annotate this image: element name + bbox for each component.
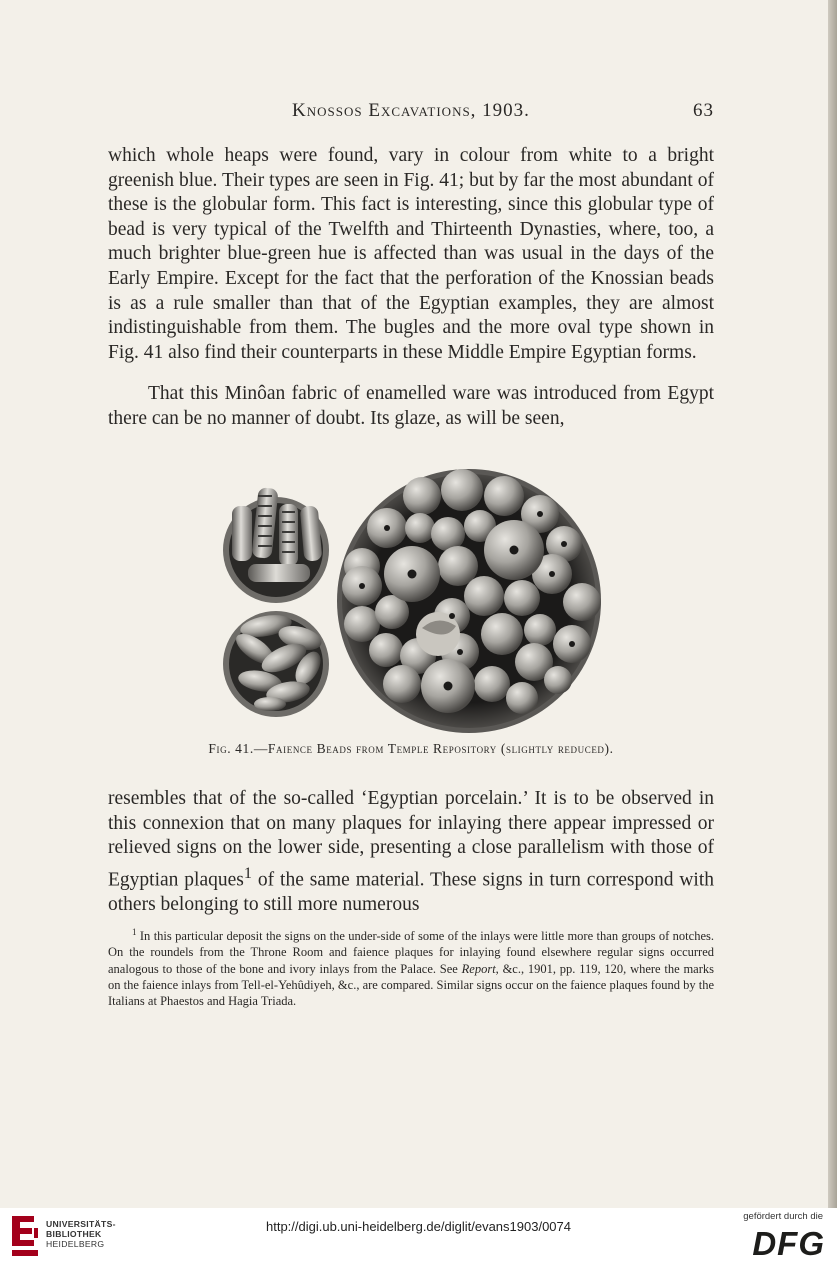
running-head-title: Knossos Excavations, 1903. [292, 100, 530, 121]
dish-bugle-beads [223, 487, 329, 603]
body-paragraph-3-end: of the same material. These signs in turn correspond with others belonging to still more numerous [108, 869, 715, 915]
page-edge-shadow [828, 0, 837, 1208]
footnote-reference[interactable]: 1 [243, 863, 252, 882]
figure-caption: Fig. 41.—Faience Beads from Temple Repository (slightly reduced). [208, 741, 614, 756]
library-name-line2: BIBLIOTHEK [46, 1229, 102, 1239]
footnote-text-b: , &c., 1901, pp. 119, 120, where the marks on the faience inlays from Tell-el-Yehûdiyeh, &c., are compared. Similar signs occur on the faience plaques found by the Italians at Phaestos and Hagia Triada. [108, 961, 714, 1008]
dfg-logo[interactable]: DFG [752, 1225, 825, 1262]
dish-oval-beads [223, 611, 329, 717]
footnote-italic: Report [461, 961, 496, 976]
body-paragraph-3-text: resembles that of the so-called ‘Egyptian porcelain.’ It is to be observed in this connexion that on many plaques for inlaying there appear impressed or relieved signs on the lower side, presenting a close parallelism with those of Egyptian plaques [108, 788, 714, 891]
running-head [108, 100, 714, 128]
library-name-line3: HEIDELBERG [46, 1239, 105, 1249]
footnote-text-a: In this particular deposit the signs on the under-side of some of the inlays were little more than groups of notches. On the roundels from the Throne Room and faience plaques for inlaying found elsewhere regular signs occurred analogous to those of the bone and ivory inlays from the Palace. See [108, 929, 714, 976]
body-paragraph-3 [108, 787, 714, 917]
library-name-line1: UNIVERSITÄTS- [46, 1219, 116, 1229]
footer-bar [0, 1208, 837, 1267]
funded-by-label: gefördert durch die [743, 1211, 823, 1222]
page-number: 63 [693, 100, 714, 121]
permalink-url[interactable]: http://digi.ub.uni-heidelberg.de/diglit/evans1903/0074 [265, 1219, 571, 1234]
footnote-mark: 1 [132, 927, 137, 937]
body-paragraph-2: That this Minôan fabric of enamelled ware was introduced from Egypt there can be no manner of doubt. Its glaze, as will be seen, [108, 383, 714, 429]
footnote [108, 924, 714, 1009]
body-paragraph-1: which whole heaps were found, vary in colour from white to a bright greenish blue. Their types are seen in Fig. 41; but by far the most abundant of these is the globular form. This fact is interesting, since this globular type of bead is very typical of the Twelfth and Thirteenth Dynasties, where, too, a much brighter blue-green hue is affected than was usual in the days of the Early Empire. Except for the fact that the perforation of the Knossian beads is as a rule smaller than that of the Egyptian examples, they are almost indistinguishable from them. The bugles and the more oval type shown in Fig. 41 also find their counterparts in these Middle Empire Egyptian forms. [108, 145, 714, 363]
figure-faience-beads [222, 466, 606, 736]
dish-globular-beads [337, 469, 601, 733]
